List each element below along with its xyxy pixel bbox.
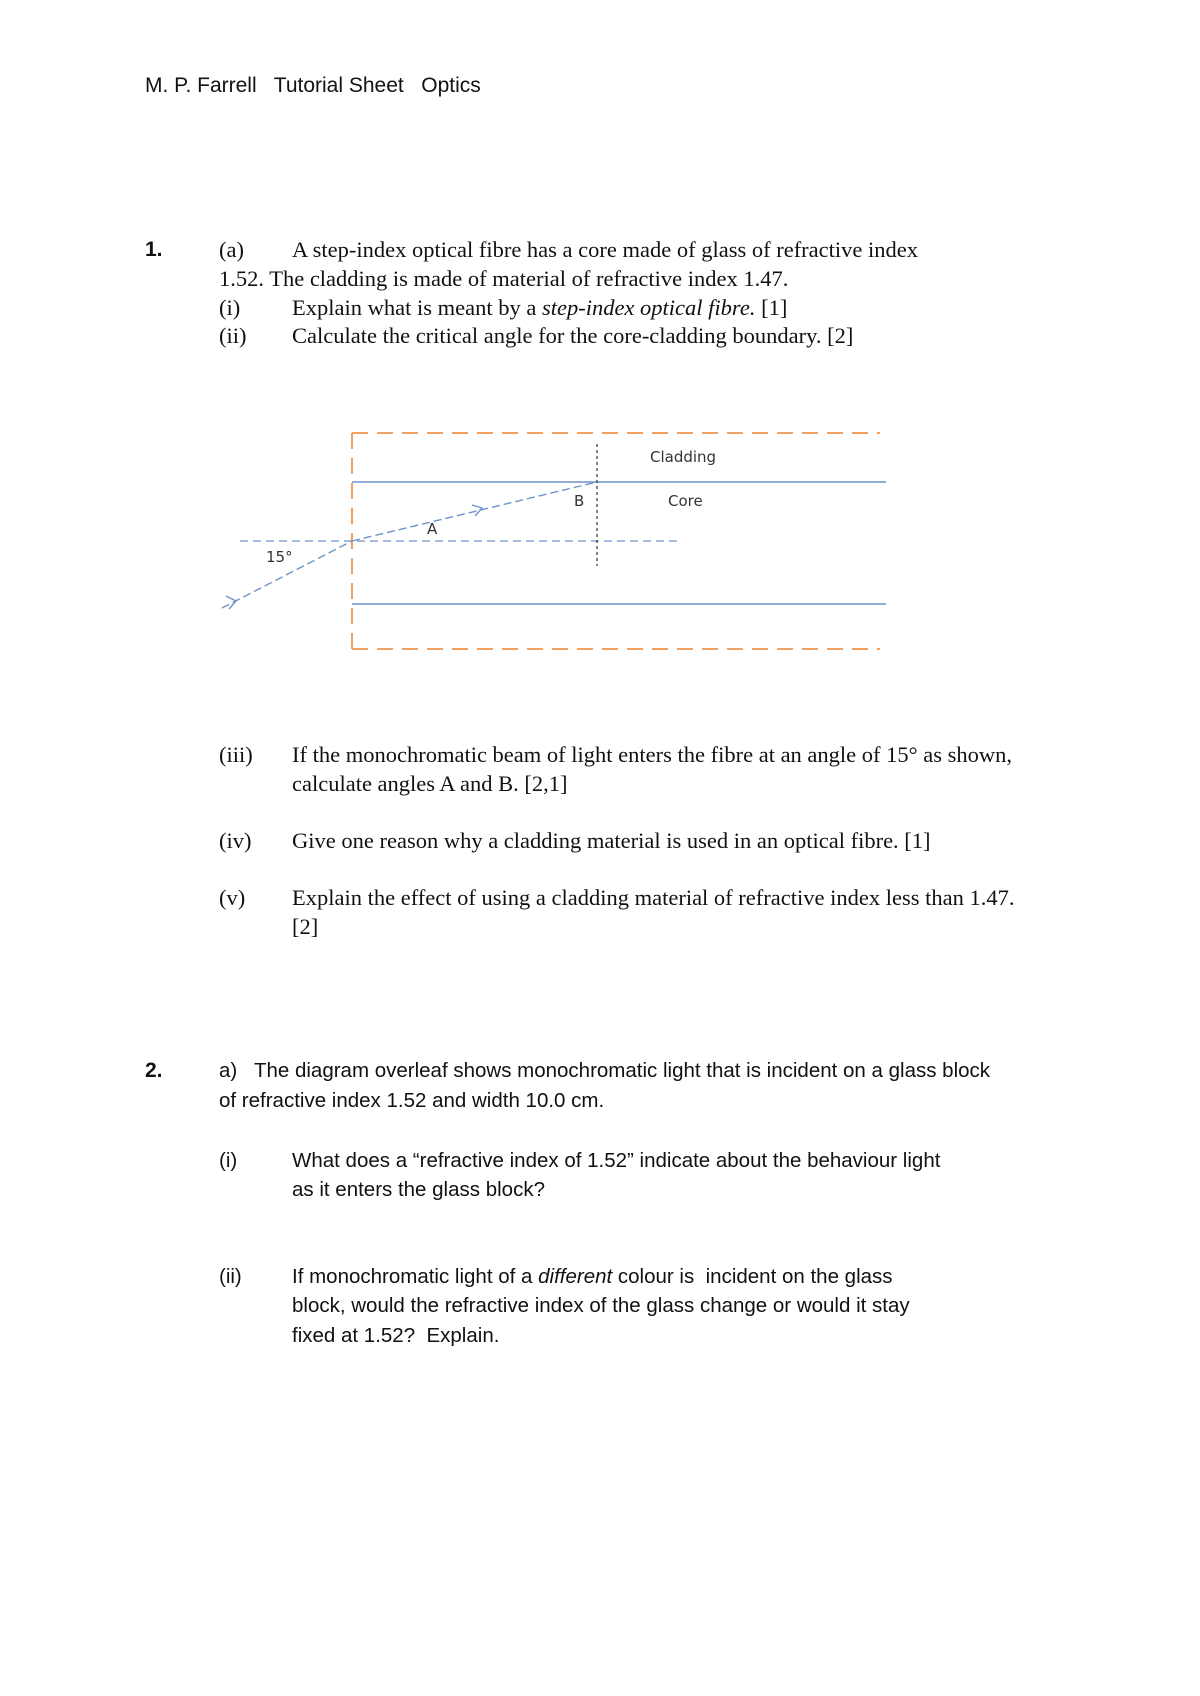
item-label: (iv): [219, 828, 252, 853]
item-text-part: colour is incident on the glass: [612, 1265, 893, 1288]
item-text-line: calculate angles A and B. [2,1]: [292, 771, 568, 796]
question-text-line: 1.52. The cladding is made of material of refractive index 1.47.: [219, 266, 789, 291]
item-text-line: as it enters the glass block?: [292, 1178, 545, 1201]
refracted-ray-arrow-icon: [472, 505, 482, 516]
item-text-line: If the monochromatic beam of light enters the fibre at an angle of 15° as shown,: [292, 742, 1013, 767]
item-text: Calculate the critical angle for the core-cladding boundary. [2]: [292, 323, 854, 348]
item-label: (v): [219, 885, 246, 910]
item-text-line: [292, 1265, 893, 1289]
question-text-line: a) The diagram overleaf shows monochromatic light that is incident on a glass block: [219, 1059, 991, 1082]
optical-fibre-diagram: [210, 420, 890, 660]
item-text-line: [2]: [292, 914, 319, 939]
refracted-ray: [352, 482, 597, 541]
item-label: (i): [219, 295, 241, 320]
item-text-line: block, would the refractive index of the glass change or would it stay: [292, 1294, 910, 1317]
sheet-title: Tutorial Sheet: [273, 74, 404, 97]
item-text: Give one reason why a cladding material is used in an optical fibre. [1]: [292, 828, 931, 853]
incident-angle-label: 15°: [266, 548, 293, 566]
item-label: (ii): [219, 1265, 242, 1288]
question-number: 1.: [145, 238, 163, 261]
item-text: [292, 295, 787, 321]
question-text-line: of refractive index 1.52 and width 10.0 cm.: [219, 1089, 605, 1112]
angle-a-label: A: [427, 520, 438, 538]
item-text-part: [1]: [755, 295, 788, 320]
item-label: (iii): [219, 742, 253, 767]
item-label: (ii): [219, 323, 247, 348]
question-text-line: A step-index optical fibre has a core made of glass of refractive index: [292, 237, 919, 262]
item-text-part: Explain what is meant by a: [292, 295, 542, 320]
sheet-subject: Optics: [421, 74, 481, 97]
incident-ray-arrow-icon: [226, 596, 236, 609]
page-header: [145, 74, 481, 98]
cladding-label: Cladding: [650, 448, 717, 466]
item-text-emphasis: step-index optical fibre.: [541, 295, 756, 320]
item-text-line: What does a “refractive index of 1.52” indicate about the behaviour light: [292, 1149, 941, 1172]
item-label: (i): [219, 1149, 238, 1172]
author-name: M. P. Farrell: [145, 74, 257, 97]
part-a-label: (a): [219, 237, 244, 262]
item-text-part: If monochromatic light of a: [292, 1265, 539, 1288]
item-text-emphasis: different: [538, 1265, 613, 1288]
item-text-line: Explain the effect of using a cladding material of refractive index less than 1.47.: [292, 885, 1015, 910]
core-label: Core: [668, 492, 703, 510]
item-text-line: fixed at 1.52? Explain.: [292, 1324, 500, 1347]
angle-b-label: B: [574, 492, 585, 510]
question-number: 2.: [145, 1059, 163, 1082]
